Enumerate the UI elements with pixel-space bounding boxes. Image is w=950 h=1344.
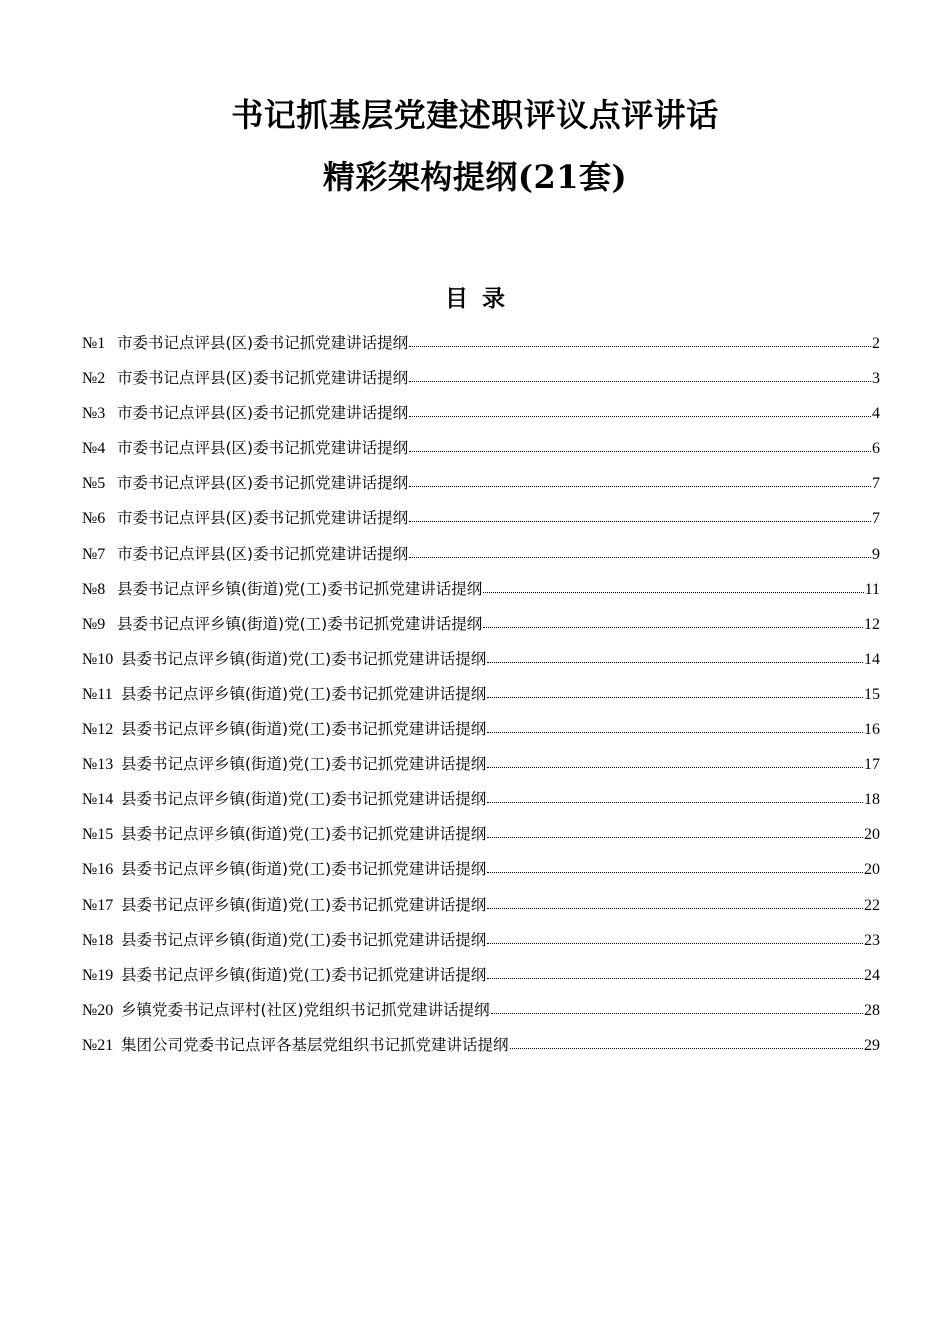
toc-dot-leader <box>409 545 871 559</box>
toc-entry-title: 县委书记点评乡镇(街道)党(工)委书记抓党建讲话提纲 <box>121 930 487 949</box>
toc-entry-page-number: 15 <box>864 685 880 703</box>
toc-entry-number: №11 <box>82 685 113 703</box>
toc-entry-number: №2 <box>82 370 106 388</box>
toc-entry[interactable] <box>82 468 880 503</box>
toc-entry-number: №12 <box>82 721 114 739</box>
toc-entry-title: 县委书记点评乡镇(街道)党(工)委书记抓党建讲话提纲 <box>121 755 487 774</box>
toc-dot-leader <box>487 685 863 699</box>
toc-entry-title: 市委书记点评县(区)委书记抓党建讲话提纲 <box>117 509 409 528</box>
toc-entry-number: №19 <box>82 966 114 984</box>
toc-entry-title: 县委书记点评乡镇(街道)党(工)委书记抓党建讲话提纲 <box>121 684 487 703</box>
toc-dot-leader <box>487 896 863 910</box>
toc-entry[interactable] <box>82 398 880 433</box>
toc-dot-leader <box>409 509 871 523</box>
toc-entry-page-number: 20 <box>864 826 880 844</box>
toc-entry[interactable] <box>82 819 880 854</box>
toc-entry-title: 县委书记点评乡镇(街道)党(工)委书记抓党建讲话提纲 <box>121 649 487 668</box>
toc-entry[interactable] <box>82 890 880 925</box>
toc-dot-leader <box>409 404 871 418</box>
toc-entry-page-number: 7 <box>872 475 880 493</box>
toc-entry-title: 市委书记点评县(区)委书记抓党建讲话提纲 <box>117 334 409 352</box>
toc-entry-title: 县委书记点评乡镇(街道)党(工)委书记抓党建讲话提纲 <box>121 965 487 984</box>
toc-entry-number: №20 <box>82 1001 114 1019</box>
toc-entry-page-number: 28 <box>864 1001 880 1019</box>
toc-entry-number: №5 <box>82 475 106 493</box>
toc-entry[interactable] <box>82 363 880 398</box>
toc-entry-page-number: 16 <box>864 721 880 739</box>
toc-dot-leader <box>487 966 863 980</box>
toc-entry-number: №3 <box>82 405 106 423</box>
toc-entry[interactable] <box>82 574 880 609</box>
toc-entry-page-number: 24 <box>864 966 880 984</box>
toc-entry[interactable] <box>82 784 880 819</box>
toc-entry-page-number: 23 <box>864 931 880 949</box>
toc-dot-leader <box>409 369 871 383</box>
toc-entry-title: 市委书记点评县(区)委书记抓党建讲话提纲 <box>117 544 409 563</box>
toc-entry[interactable] <box>82 1030 880 1065</box>
toc-dot-leader <box>487 860 863 874</box>
toc-entry[interactable] <box>82 328 880 363</box>
toc-entry-page-number: 20 <box>864 861 880 879</box>
toc-entry-page-number: 22 <box>864 896 880 914</box>
toc-dot-leader <box>409 474 871 488</box>
toc-entry-number: №14 <box>82 791 114 809</box>
toc-entry-number: №9 <box>82 615 106 633</box>
toc-entry[interactable] <box>82 714 880 749</box>
toc-entry[interactable] <box>82 644 880 679</box>
toc-entry-page-number: 2 <box>872 335 880 352</box>
toc-entry-page-number: 12 <box>864 615 880 633</box>
toc-entry-page-number: 4 <box>872 405 880 423</box>
toc-dot-leader <box>409 439 871 453</box>
toc-entry-title: 市委书记点评县(区)委书记抓党建讲话提纲 <box>117 474 409 493</box>
toc-dot-leader <box>487 931 863 945</box>
toc-entry-number: №15 <box>82 826 114 844</box>
toc-entry-page-number: 3 <box>872 370 880 388</box>
toc-entry[interactable] <box>82 854 880 889</box>
toc-entry[interactable] <box>82 503 880 538</box>
toc-entry-number: №8 <box>82 580 106 598</box>
toc-entry[interactable] <box>82 433 880 468</box>
toc-entry-title: 县委书记点评乡镇(街道)党(工)委书记抓党建讲话提纲 <box>121 720 487 739</box>
toc-dot-leader <box>487 720 863 734</box>
toc-dot-leader <box>510 1036 863 1050</box>
toc-entry-page-number: 7 <box>872 510 880 528</box>
toc-entry-page-number: 14 <box>864 650 880 668</box>
toc-entry-page-number: 6 <box>872 440 880 458</box>
toc-entry-page-number: 29 <box>864 1036 880 1054</box>
toc-dot-leader <box>491 1001 863 1015</box>
toc-dot-leader <box>409 334 871 348</box>
toc-dot-leader <box>487 650 863 664</box>
toc-entry-title: 县委书记点评乡镇(街道)党(工)委书记抓党建讲话提纲 <box>121 860 487 879</box>
toc-entry-page-number: 18 <box>864 791 880 809</box>
toc-heading: 目录 <box>445 285 519 312</box>
toc-entry-number: №17 <box>82 896 114 914</box>
toc-entry-title: 县委书记点评乡镇(街道)党(工)委书记抓党建讲话提纲 <box>121 895 487 914</box>
toc-entry-number: №21 <box>82 1036 114 1054</box>
toc-entry-title: 县委书记点评乡镇(街道)党(工)委书记抓党建讲话提纲 <box>117 614 483 633</box>
toc-entry[interactable] <box>82 539 880 574</box>
toc-entry-page-number: 17 <box>864 756 880 774</box>
toc-entry[interactable] <box>82 925 880 960</box>
document-title-line1: 书记抓基层党建述职评议点评讲话 <box>231 96 719 134</box>
toc-entry-title: 县委书记点评乡镇(街道)党(工)委书记抓党建讲话提纲 <box>117 579 483 598</box>
toc-entry-title: 市委书记点评县(区)委书记抓党建讲话提纲 <box>117 404 409 423</box>
document-title-line2: 精彩架构提纲(21套) <box>322 158 628 196</box>
toc-entry-number: №18 <box>82 931 114 949</box>
toc-dot-leader <box>487 755 863 769</box>
toc-entry-title: 集团公司党委书记点评各基层党组织书记抓党建讲话提纲 <box>121 1035 509 1054</box>
toc-dot-leader <box>483 615 863 629</box>
toc-entry-title: 市委书记点评县(区)委书记抓党建讲话提纲 <box>117 439 409 458</box>
toc-entry-title: 乡镇党委书记点评村(社区)党组织书记抓党建讲话提纲 <box>121 1000 490 1019</box>
toc-entry-title: 县委书记点评乡镇(街道)党(工)委书记抓党建讲话提纲 <box>121 790 487 809</box>
toc-entry-number: №1 <box>82 335 106 352</box>
toc-dot-leader <box>483 580 863 594</box>
toc-entry-number: №16 <box>82 861 114 879</box>
toc-entry-number: №6 <box>82 510 106 528</box>
toc-entry-page-number: 9 <box>872 545 880 563</box>
table-of-contents <box>82 328 880 1065</box>
toc-entry[interactable] <box>82 609 880 644</box>
toc-entry[interactable] <box>82 995 880 1030</box>
toc-entry-number: №7 <box>82 545 106 563</box>
toc-entry-title: 市委书记点评县(区)委书记抓党建讲话提纲 <box>117 369 409 388</box>
toc-entry-number: №13 <box>82 756 114 774</box>
toc-dot-leader <box>487 825 863 839</box>
toc-entry[interactable] <box>82 679 880 714</box>
toc-entry-number: №4 <box>82 440 106 458</box>
toc-dot-leader <box>487 790 863 804</box>
toc-entry-page-number: 11 <box>864 580 880 598</box>
toc-entry[interactable] <box>82 749 880 784</box>
toc-entry[interactable] <box>82 960 880 995</box>
toc-entry-title: 县委书记点评乡镇(街道)党(工)委书记抓党建讲话提纲 <box>121 825 487 844</box>
toc-entry-number: №10 <box>82 650 114 668</box>
